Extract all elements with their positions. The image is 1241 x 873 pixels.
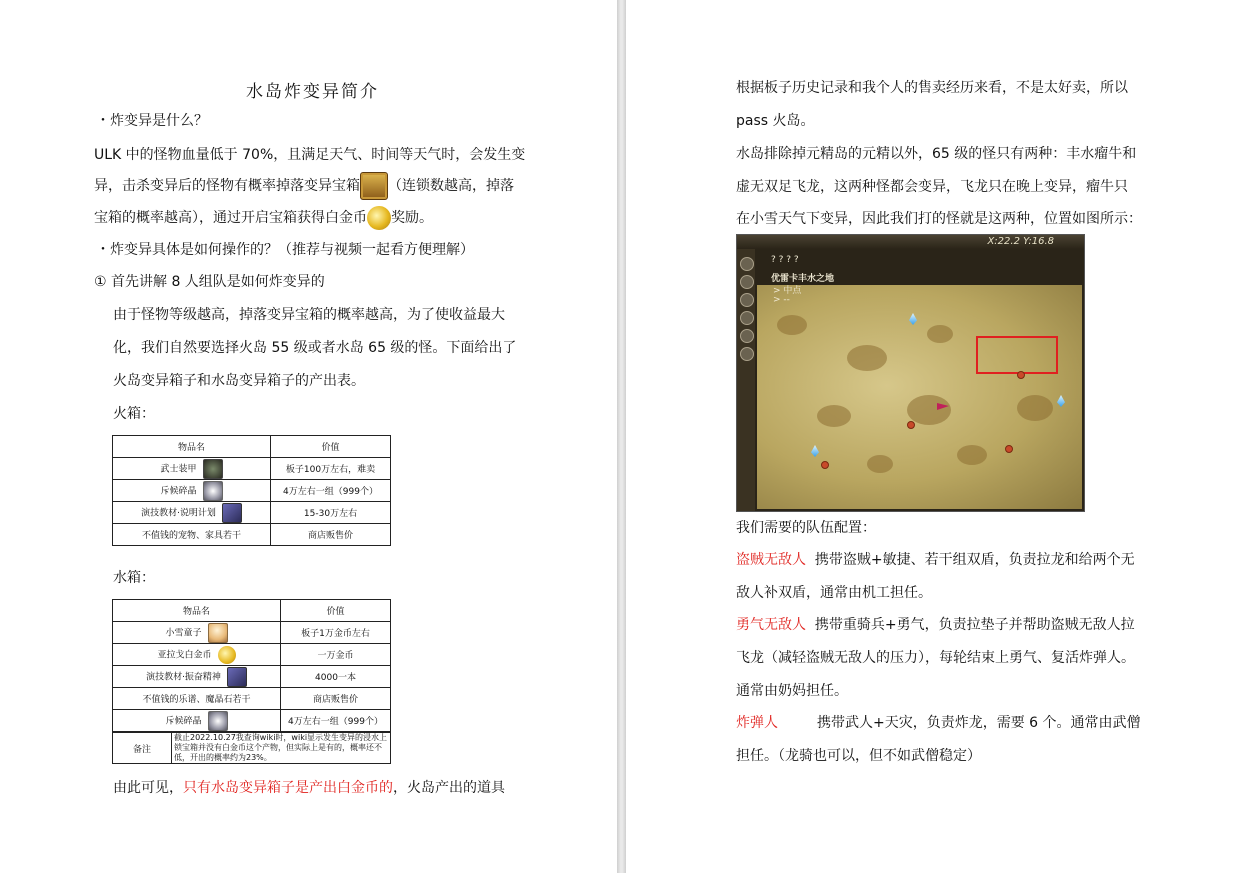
map-coordinates: X:22.2 Y:16.8 <box>987 236 1054 247</box>
monster-marker <box>907 421 915 429</box>
book-icon <box>222 503 242 523</box>
water-box-table <box>112 599 391 732</box>
team-config-title: 我们需要的队伍配置： <box>736 520 876 536</box>
book-icon <box>227 667 247 687</box>
table-row: 亚拉戈白金币 一万金币 <box>113 644 391 666</box>
paragraph-line: 化，我们自然要选择火岛 55 级或者水岛 65 级的怪。下面给出了 <box>113 340 517 356</box>
paragraph-line: 宝箱的概率越高），通过开启宝箱获得白金币 奖励。 <box>94 206 433 230</box>
paragraph-line: 水岛排除掉元精岛的元精以外，65 级的怪只有两种：丰水瘤牛和 <box>736 146 1137 162</box>
map-toolbar-button[interactable] <box>740 257 754 271</box>
table-header: 价值 <box>271 436 391 458</box>
table-row: 小雪童子 板子1万金币左右 <box>113 622 391 644</box>
table-row: 不值钱的乐谱、魔晶石若干 商店贩售价 <box>113 688 391 710</box>
page-gap <box>617 0 626 873</box>
role-name: 盗贼无敌人 <box>736 552 806 568</box>
paragraph-line: ULK 中的怪物血量低于 70%，且满足天气、时间等天气时，会发生变 <box>94 147 526 163</box>
table-row: 武士装甲 板子100万左右，难卖 <box>113 458 391 480</box>
table-header: 价值 <box>281 600 391 622</box>
platinum-coin-icon <box>367 206 391 230</box>
doll-icon <box>208 623 228 643</box>
map-toolbar-button[interactable] <box>740 347 754 361</box>
paragraph-line: 飞龙（减轻盗贼无敌人的压力），每轮结束上勇气、复活炸弹人。 <box>736 650 1135 666</box>
table-row: 演技教材·说明计划 15-30万左右 <box>113 502 391 524</box>
role-name: 炸弹人 <box>736 715 778 731</box>
paragraph-line: 担任。（龙骑也可以，但不如武僧稳定） <box>736 748 981 764</box>
map-toolbar-button[interactable] <box>740 329 754 343</box>
note-label: 备注 <box>113 733 172 764</box>
paragraph-line: pass 火岛。 <box>736 113 815 129</box>
fire-box-label: 火箱： <box>113 406 155 422</box>
paragraph-line: 敌人补双盾，通常由机工担任。 <box>736 585 932 601</box>
crystal-shard-icon <box>208 711 228 731</box>
page-left <box>0 0 617 873</box>
armor-icon <box>203 459 223 479</box>
highlight-text: 只有水岛变异箱子是产出白金币的 <box>183 780 393 796</box>
game-map-screenshot <box>736 234 1085 512</box>
map-label: > 中点 <box>773 286 802 296</box>
role-name: 勇气无敌人 <box>736 617 806 633</box>
water-box-label: 水箱： <box>113 570 155 586</box>
paragraph-line: 异，击杀变异后的怪物有概率掉落变异宝箱 （连锁数越高，掉落 <box>94 172 514 200</box>
monster-marker <box>1017 371 1025 379</box>
treasure-chest-icon <box>360 172 388 200</box>
question-what: ・炸变异是什么？ <box>96 113 208 129</box>
map-toolbar-button[interactable] <box>740 275 754 289</box>
page-right <box>626 0 1241 873</box>
fire-box-table <box>112 435 391 546</box>
table-header: 物品名 <box>113 600 281 622</box>
map-toolbar-button[interactable] <box>740 293 754 307</box>
table-row: 不值钱的宠物、家具若干 商店贩售价 <box>113 524 391 546</box>
section-heading: ① 首先讲解 8 人组队是如何炸变异的 <box>94 274 325 290</box>
conclusion-line: 由此可见，只有水岛变异箱子是产出白金币的，火岛产出的道具 <box>113 780 505 796</box>
map-toolbar-button[interactable] <box>740 311 754 325</box>
question-how: ・炸变异具体是如何操作的？（推荐与视频一起看方便理解） <box>96 242 474 258</box>
table-row: 演技教材·振奋精神 4000一本 <box>113 666 391 688</box>
map-label: ? ? ? ? <box>771 255 799 265</box>
map-sidebar <box>737 249 755 511</box>
paragraph-line: 根据板子历史记录和我个人的售卖经历来看，不是太好卖，所以 <box>736 80 1128 96</box>
map-title-bar <box>737 235 1084 249</box>
paragraph-line: 由于怪物等级越高，掉落变异宝箱的概率越高，为了使收益最大 <box>113 307 505 323</box>
table-row: 斥候碎晶 4万左右一组（999个） <box>113 710 391 732</box>
page-title: 水岛炸变异简介 <box>246 82 379 102</box>
target-area-highlight <box>976 336 1058 374</box>
map-terrain <box>757 285 1082 509</box>
role-line: 勇气无敌人 携带重骑兵+勇气，负责拉垫子并帮助盗贼无敌人拉 <box>736 617 1135 633</box>
water-box-note-table <box>112 732 391 764</box>
role-line: 炸弹人 携带武人+天灾，负责炸龙，需要 6 个。通常由武僧 <box>736 715 1141 731</box>
role-line: 盗贼无敌人 携带盗贼+敏捷、若干组双盾，负责拉龙和给两个无 <box>736 552 1135 568</box>
paragraph-line: 通常由奶妈担任。 <box>736 683 848 699</box>
note-text: 截止2022.10.27我查询wiki时，wiki显示发生变异的浸水上锁宝箱并没有白金币这个产物，但实际上是有的，概率还不低，开出的概率约为23%。 <box>172 733 391 764</box>
table-row <box>113 733 391 764</box>
crystal-shard-icon <box>203 481 223 501</box>
coin-icon <box>218 646 236 664</box>
map-zone-name: 优雷卡丰水之地 <box>771 274 835 284</box>
table-row: 斥候碎晶 4万左右一组（999个） <box>113 480 391 502</box>
map-label: > -- <box>773 295 790 305</box>
paragraph-line: 虚无双足飞龙，这两种怪都会变异，飞龙只在晚上变异，瘤牛只 <box>736 179 1128 195</box>
paragraph-line: 火岛变异箱子和水岛变异箱子的产出表。 <box>113 373 365 389</box>
monster-marker <box>1005 445 1013 453</box>
monster-marker <box>821 461 829 469</box>
paragraph-line: 在小雪天气下变异，因此我们打的怪就是这两种，位置如图所示： <box>736 211 1142 227</box>
table-header: 物品名 <box>113 436 271 458</box>
